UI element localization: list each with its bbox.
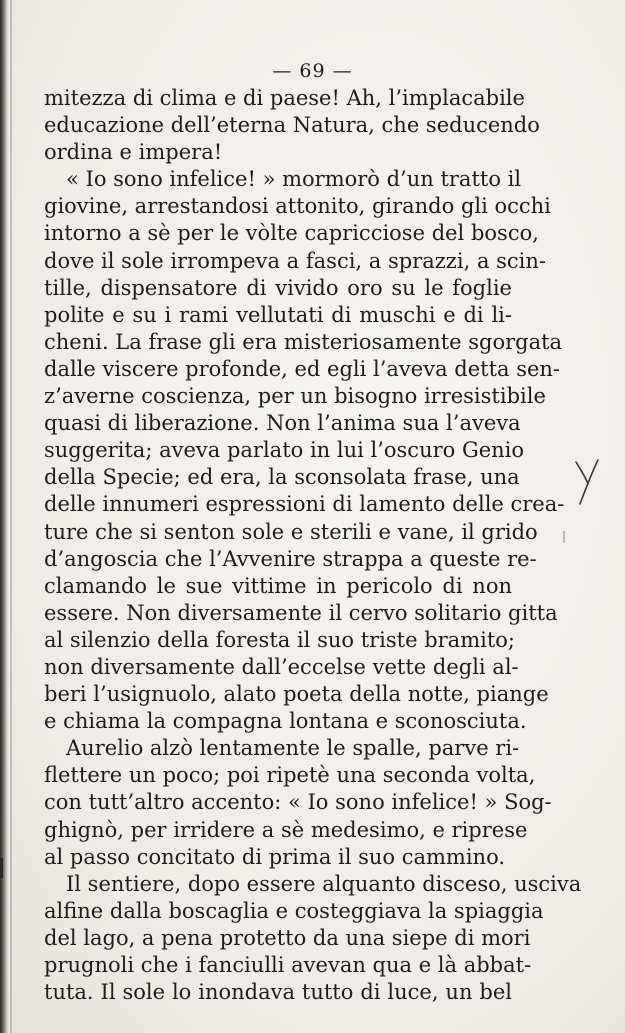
text-line: quasi di liberazione. Non l’anima sua l’aveva <box>44 411 521 436</box>
text-line: educazione dell’eterna Natura, che seducendo <box>44 113 540 138</box>
text-line: flettere un poco; poi ripetè una seconda volta, <box>44 763 536 788</box>
text-line: z’averne coscienza, per un bisogno irresistibile <box>44 384 546 409</box>
text-line: dalle viscere profonde, ed egli l’aveva detta sen- <box>44 356 561 381</box>
page-number: — 69 — <box>272 60 353 82</box>
page-binding-line <box>10 0 12 1033</box>
text-line: e chiama la compagna lontana e sconosciuta. <box>44 709 527 734</box>
text-line: prugnoli che i fanciulli avevan qua e là abbat- <box>44 953 532 977</box>
text-line: al silenzio della foresta il suo triste bramito; <box>44 627 515 652</box>
text-line: della Specie; ed era, la sconsolata frase, una <box>44 465 520 490</box>
text-line: beri l’usignuolo, alato poeta della notte, piange <box>44 682 549 707</box>
text-line: Aurelio alzò lentamente le spalle, parve ri- <box>66 736 520 761</box>
text-line: mitezza di clima e di paese! Ah, l’implacabile <box>44 86 525 110</box>
text-line: alfine dalla boscaglia e costeggiava la spiaggia <box>44 898 544 923</box>
margin-speck-icon <box>562 530 566 544</box>
text-line: Il sentiere, dopo essere alquanto disceso, usciva <box>66 871 582 896</box>
text-line: clamando le sue vittime in pericolo di non <box>44 573 512 598</box>
margin-tick <box>0 858 3 878</box>
text-line: tuta. Il sole lo inondava tutto di luce, un bel <box>44 980 512 1005</box>
text-line: essere. Non diversamente il cervo solitario gitta <box>44 600 558 625</box>
text-line: polite e su i rami vellutati di muschi e di li- <box>44 302 512 327</box>
text-line: con tutt’altro accento: « Io sono infelice! » Sog- <box>44 790 552 815</box>
text-line: « Io sono infelice! » mormorò d’un tratto il <box>66 167 522 192</box>
text-line: ghignò, per irridere a sè medesimo, e riprese <box>44 817 528 842</box>
text-line: dove il sole irrompeva a fasci, a sprazzi, a scin- <box>44 248 547 273</box>
text-line: non diversamente dall’eccelse vette degli al- <box>44 654 519 679</box>
text-line: cheni. La frase gli era misteriosamente sgorgata <box>44 329 563 354</box>
text-line: delle innumeri espressioni di lamento delle crea- <box>44 492 565 517</box>
text-line: del lago, a pena protetto da una siepe di mori <box>44 925 531 950</box>
text-line: tille, dispensatore di vivido oro su le foglie <box>44 275 512 300</box>
text-line: ture che si senton sole e sterili e vane, il grido <box>44 519 538 544</box>
text-line: al passo concitato di prima il suo cammino. <box>44 844 506 869</box>
handwritten-mark-icon <box>572 458 602 508</box>
page-binding-shadow <box>0 0 8 1033</box>
text-line: ordina e impera! <box>44 140 223 165</box>
body-text <box>44 85 582 1006</box>
text-line: suggerita; aveva parlato in lui l’oscuro Genio <box>44 438 525 463</box>
text-line: giovine, arrestandosi attonito, girando gli occhi <box>44 194 551 219</box>
text-line: d’angoscia che l’Avvenire strappa a queste re- <box>44 546 537 571</box>
text-line: intorno a sè per le vòlte capricciose del bosco, <box>44 221 539 246</box>
